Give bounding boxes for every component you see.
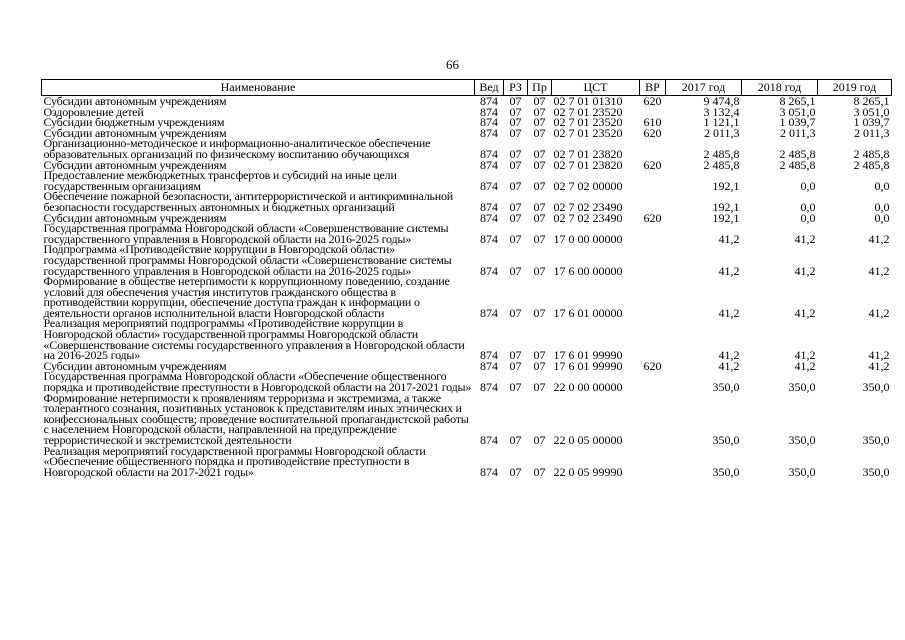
row-cst: 22 0 05 00000 xyxy=(553,433,623,447)
header-rz: РЗ xyxy=(504,80,528,96)
row-name: Государственная программа Новгородской области «Обеспечение общественного порядка и противодействие преступности в Новгородской области на 2017-2021 годы» xyxy=(43,369,472,395)
row-value-2019: 41,2 xyxy=(868,305,890,320)
row-value-2018: 41,2 xyxy=(794,348,816,363)
row-ved: 874 xyxy=(480,433,498,447)
row-vr xyxy=(640,170,666,191)
row-pr: 07 xyxy=(533,433,546,447)
row-rz: 07 xyxy=(509,104,522,119)
row-name: Реализация мероприятий государственной программы Новгородской области «Обеспечение общественного порядка и противодействие преступности в Новгородской области на 2017-2021 годы» xyxy=(43,443,426,479)
header-ved: Вед xyxy=(475,80,504,96)
row-value-2019: 2 485,8 xyxy=(853,157,890,172)
row-rz: 07 xyxy=(509,358,522,373)
header-name: Наименование xyxy=(42,80,475,96)
row-ved: 874 xyxy=(480,178,498,193)
row-cst: 17 6 01 00000 xyxy=(553,305,623,320)
row-pr: 07 xyxy=(533,348,546,363)
row-name: Субсидии автономным учреждениям xyxy=(43,210,227,225)
row-pr: 07 xyxy=(533,146,546,161)
row-cst: 02 7 01 23820 xyxy=(553,146,623,161)
row-ved: 874 xyxy=(480,157,498,172)
row-value-2019: 41,2 xyxy=(868,358,890,373)
row-cst: 02 7 01 01310 xyxy=(553,94,623,108)
row-value-2017: 41,2 xyxy=(718,263,740,278)
row-pr: 07 xyxy=(533,380,546,395)
row-vr xyxy=(640,318,666,360)
row-value-2017: 192,1 xyxy=(712,210,740,225)
row-rz: 07 xyxy=(509,348,522,363)
row-vr xyxy=(640,446,666,478)
row-name: Субсидии бюджетным учреждениям xyxy=(43,115,225,130)
row-value-2018: 41,2 xyxy=(794,231,816,246)
row-name: Реализация мероприятий подпрограммы «Противодействие коррупции в Новгородской области» государственной программы Новгородской области «Совершенствование системы государственного управления в Новгородской области на 2016-2025 годы» xyxy=(43,316,465,363)
row-ved: 874 xyxy=(480,231,498,246)
row-cst: 17 6 01 99990 xyxy=(553,348,623,363)
row-cst: 02 7 02 23490 xyxy=(553,210,623,225)
table-body xyxy=(42,96,892,478)
row-cst: 22 0 05 99990 xyxy=(553,464,623,479)
row-value-2019: 350,0 xyxy=(862,433,890,447)
row-name: Субсидии автономным учреждениям xyxy=(43,125,227,140)
row-name: Подпрограмма «Противодействие коррупции в Новгородской области» государственной программы Новгородской области «Совершенствование системы государственного управления в Новгородской области на 2016-2025 годы» xyxy=(43,242,452,278)
row-pr: 07 xyxy=(533,178,546,193)
row-ved: 874 xyxy=(480,125,498,140)
row-vr xyxy=(640,138,666,159)
row-ved: 874 xyxy=(480,115,498,130)
row-value-2019: 3 051,0 xyxy=(853,104,890,119)
row-value-2017: 2 011,3 xyxy=(703,125,740,140)
row-vr xyxy=(640,191,666,212)
row-vr xyxy=(640,244,666,276)
row-value-2018: 41,2 xyxy=(794,305,816,320)
table-row xyxy=(42,138,892,159)
row-cst: 02 7 02 23490 xyxy=(553,199,623,214)
row-cst: 17 0 00 00000 xyxy=(553,231,623,246)
row-pr: 07 xyxy=(533,104,546,119)
row-rz: 07 xyxy=(509,199,522,214)
row-value-2019: 0,0 xyxy=(874,178,890,193)
table-row xyxy=(42,371,892,392)
row-cst: 02 7 01 23820 xyxy=(553,157,623,172)
row-value-2019: 350,0 xyxy=(862,380,890,395)
row-ved: 874 xyxy=(480,358,498,373)
row-name: Субсидии автономным учреждениям xyxy=(43,157,227,172)
table-row xyxy=(42,96,892,107)
row-value-2018: 0,0 xyxy=(800,199,816,214)
row-rz: 07 xyxy=(509,146,522,161)
table-row xyxy=(42,318,892,360)
row-ved: 874 xyxy=(480,199,498,214)
row-value-2018: 0,0 xyxy=(800,210,816,225)
row-value-2019: 41,2 xyxy=(868,231,890,246)
row-value-2019: 350,0 xyxy=(862,464,890,479)
row-value-2017: 2 485,8 xyxy=(703,157,740,172)
row-value-2019: 2 011,3 xyxy=(853,125,890,140)
row-value-2018: 2 011,3 xyxy=(779,125,816,140)
row-pr: 07 xyxy=(533,305,546,320)
row-value-2018: 350,0 xyxy=(788,380,816,395)
row-ved: 874 xyxy=(480,464,498,479)
row-name: Субсидии автономным учреждениям xyxy=(43,94,227,108)
header-cst: ЦСТ xyxy=(552,80,640,96)
row-name: Субсидии автономным учреждениям xyxy=(43,358,227,373)
table-row xyxy=(42,244,892,276)
row-value-2018: 3 051,0 xyxy=(779,104,816,119)
row-value-2018: 2 485,8 xyxy=(779,146,816,161)
table-row xyxy=(42,191,892,212)
row-cst: 02 7 01 23520 xyxy=(553,104,623,119)
row-rz: 07 xyxy=(509,94,522,108)
row-value-2017: 192,1 xyxy=(712,199,740,214)
table-row xyxy=(42,170,892,191)
row-vr: 620 xyxy=(643,210,662,225)
row-rz: 07 xyxy=(509,464,522,479)
row-value-2017: 41,2 xyxy=(718,231,740,246)
row-value-2019: 0,0 xyxy=(874,210,890,225)
row-cst: 17 6 01 99990 xyxy=(553,358,623,373)
row-value-2018: 350,0 xyxy=(788,464,816,479)
table-row xyxy=(42,393,892,446)
row-name: Государственная программа Новгородской области «Совершенствование системы государственного управления в Новгородской области на 2016-2025 годы» xyxy=(43,221,449,246)
row-pr: 07 xyxy=(533,263,546,278)
row-pr: 07 xyxy=(533,199,546,214)
row-value-2017: 1 121,1 xyxy=(703,115,740,130)
row-ved: 874 xyxy=(480,94,498,108)
row-value-2019: 1 039,7 xyxy=(853,115,890,130)
row-rz: 07 xyxy=(509,178,522,193)
row-value-2017: 9 474,8 xyxy=(703,94,740,108)
header-pr: Пр xyxy=(528,80,552,96)
row-rz: 07 xyxy=(509,231,522,246)
row-pr: 07 xyxy=(533,210,546,225)
row-cst: 02 7 01 23520 xyxy=(553,115,623,130)
row-value-2018: 350,0 xyxy=(788,433,816,447)
row-value-2019: 41,2 xyxy=(868,263,890,278)
row-vr: 620 xyxy=(643,157,662,172)
row-pr: 07 xyxy=(533,464,546,479)
row-cst: 02 7 02 00000 xyxy=(553,178,623,193)
header-2017: 2017 год xyxy=(666,80,742,96)
row-name: Оздоровление детей xyxy=(43,104,144,119)
row-name: Предоставление межбюджетных трансфертов и субсидий на иные цели государственным организациям xyxy=(43,168,397,193)
row-ved: 874 xyxy=(480,104,498,119)
row-vr: 620 xyxy=(643,358,662,373)
row-name: Организационно-методическое и информационно-аналитическое обеспечение образовательных организаций по физическому воспитанию обучающихся xyxy=(43,136,431,161)
row-value-2017: 41,2 xyxy=(718,348,740,363)
row-ved: 874 xyxy=(480,348,498,363)
row-value-2017: 192,1 xyxy=(712,178,740,193)
row-value-2019: 41,2 xyxy=(868,348,890,363)
row-rz: 07 xyxy=(509,433,522,447)
row-vr: 620 xyxy=(643,125,662,140)
row-value-2018: 0,0 xyxy=(800,178,816,193)
row-vr: 610 xyxy=(643,115,662,130)
row-rz: 07 xyxy=(509,263,522,278)
row-value-2018: 41,2 xyxy=(794,263,816,278)
row-cst: 17 6 00 00000 xyxy=(553,263,623,278)
row-ved: 874 xyxy=(480,146,498,161)
page-number: 66 xyxy=(446,57,459,72)
row-value-2019: 0,0 xyxy=(874,199,890,214)
row-value-2017: 350,0 xyxy=(712,464,740,479)
row-rz: 07 xyxy=(509,305,522,320)
row-value-2018: 1 039,7 xyxy=(779,115,816,130)
row-vr xyxy=(640,223,666,244)
row-value-2019: 8 265,1 xyxy=(853,94,890,108)
row-pr: 07 xyxy=(533,115,546,130)
row-pr: 07 xyxy=(533,125,546,140)
row-pr: 07 xyxy=(533,231,546,246)
row-value-2017: 350,0 xyxy=(712,433,740,447)
row-cst: 22 0 00 00000 xyxy=(553,380,623,395)
table-row xyxy=(42,223,892,244)
row-rz: 07 xyxy=(509,125,522,140)
header-vr: ВР xyxy=(640,80,666,96)
row-name: Формирование в обществе нетерпимости к коррупционному поведению, создание условий для обеспечения участия институтов гражданского общества в противодействии коррупции, обеспечение доступа граждан к информации о деятельности органов исполнительной власти Новгородской области xyxy=(43,274,450,320)
row-ved: 874 xyxy=(480,305,498,320)
row-value-2017: 2 485,8 xyxy=(703,146,740,161)
row-name: Обеспечение пожарной безопасности, антитеррористической и антикриминальной безопасности государственных автономных и бюджетных организаций xyxy=(43,189,453,214)
row-vr xyxy=(640,393,666,446)
row-value-2018: 2 485,8 xyxy=(779,157,816,172)
row-cst: 02 7 01 23520 xyxy=(553,125,623,140)
row-ved: 874 xyxy=(480,210,498,225)
row-ved: 874 xyxy=(480,380,498,395)
row-value-2017: 3 132,4 xyxy=(703,104,740,119)
table-row xyxy=(42,276,892,318)
row-rz: 07 xyxy=(509,157,522,172)
table-row xyxy=(42,446,892,478)
budget-table xyxy=(41,79,892,477)
row-vr xyxy=(640,371,666,392)
row-name: Формирование нетерпимости к проявлениям терроризма и экстремизма, а также толерантного сознания, позитивных установок к представителям иных этнических и конфессиональных сообществ; проведение воспитательной пропагандистской работы с населением Новгородской области, направленной на предупреждение террористической и экстремистской деятельности xyxy=(43,390,469,447)
row-value-2017: 350,0 xyxy=(712,380,740,395)
row-pr: 07 xyxy=(533,157,546,172)
header-2019: 2019 год xyxy=(818,80,892,96)
row-vr xyxy=(640,276,666,318)
row-pr: 07 xyxy=(533,358,546,373)
row-rz: 07 xyxy=(509,380,522,395)
row-rz: 07 xyxy=(509,210,522,225)
row-value-2017: 41,2 xyxy=(718,358,740,373)
row-value-2018: 8 265,1 xyxy=(779,94,816,108)
row-value-2017: 41,2 xyxy=(718,305,740,320)
row-ved: 874 xyxy=(480,263,498,278)
row-value-2019: 2 485,8 xyxy=(853,146,890,161)
row-value-2018: 41,2 xyxy=(794,358,816,373)
header-2018: 2018 год xyxy=(742,80,818,96)
row-pr: 07 xyxy=(533,94,546,108)
row-rz: 07 xyxy=(509,115,522,130)
row-vr: 620 xyxy=(643,94,662,108)
